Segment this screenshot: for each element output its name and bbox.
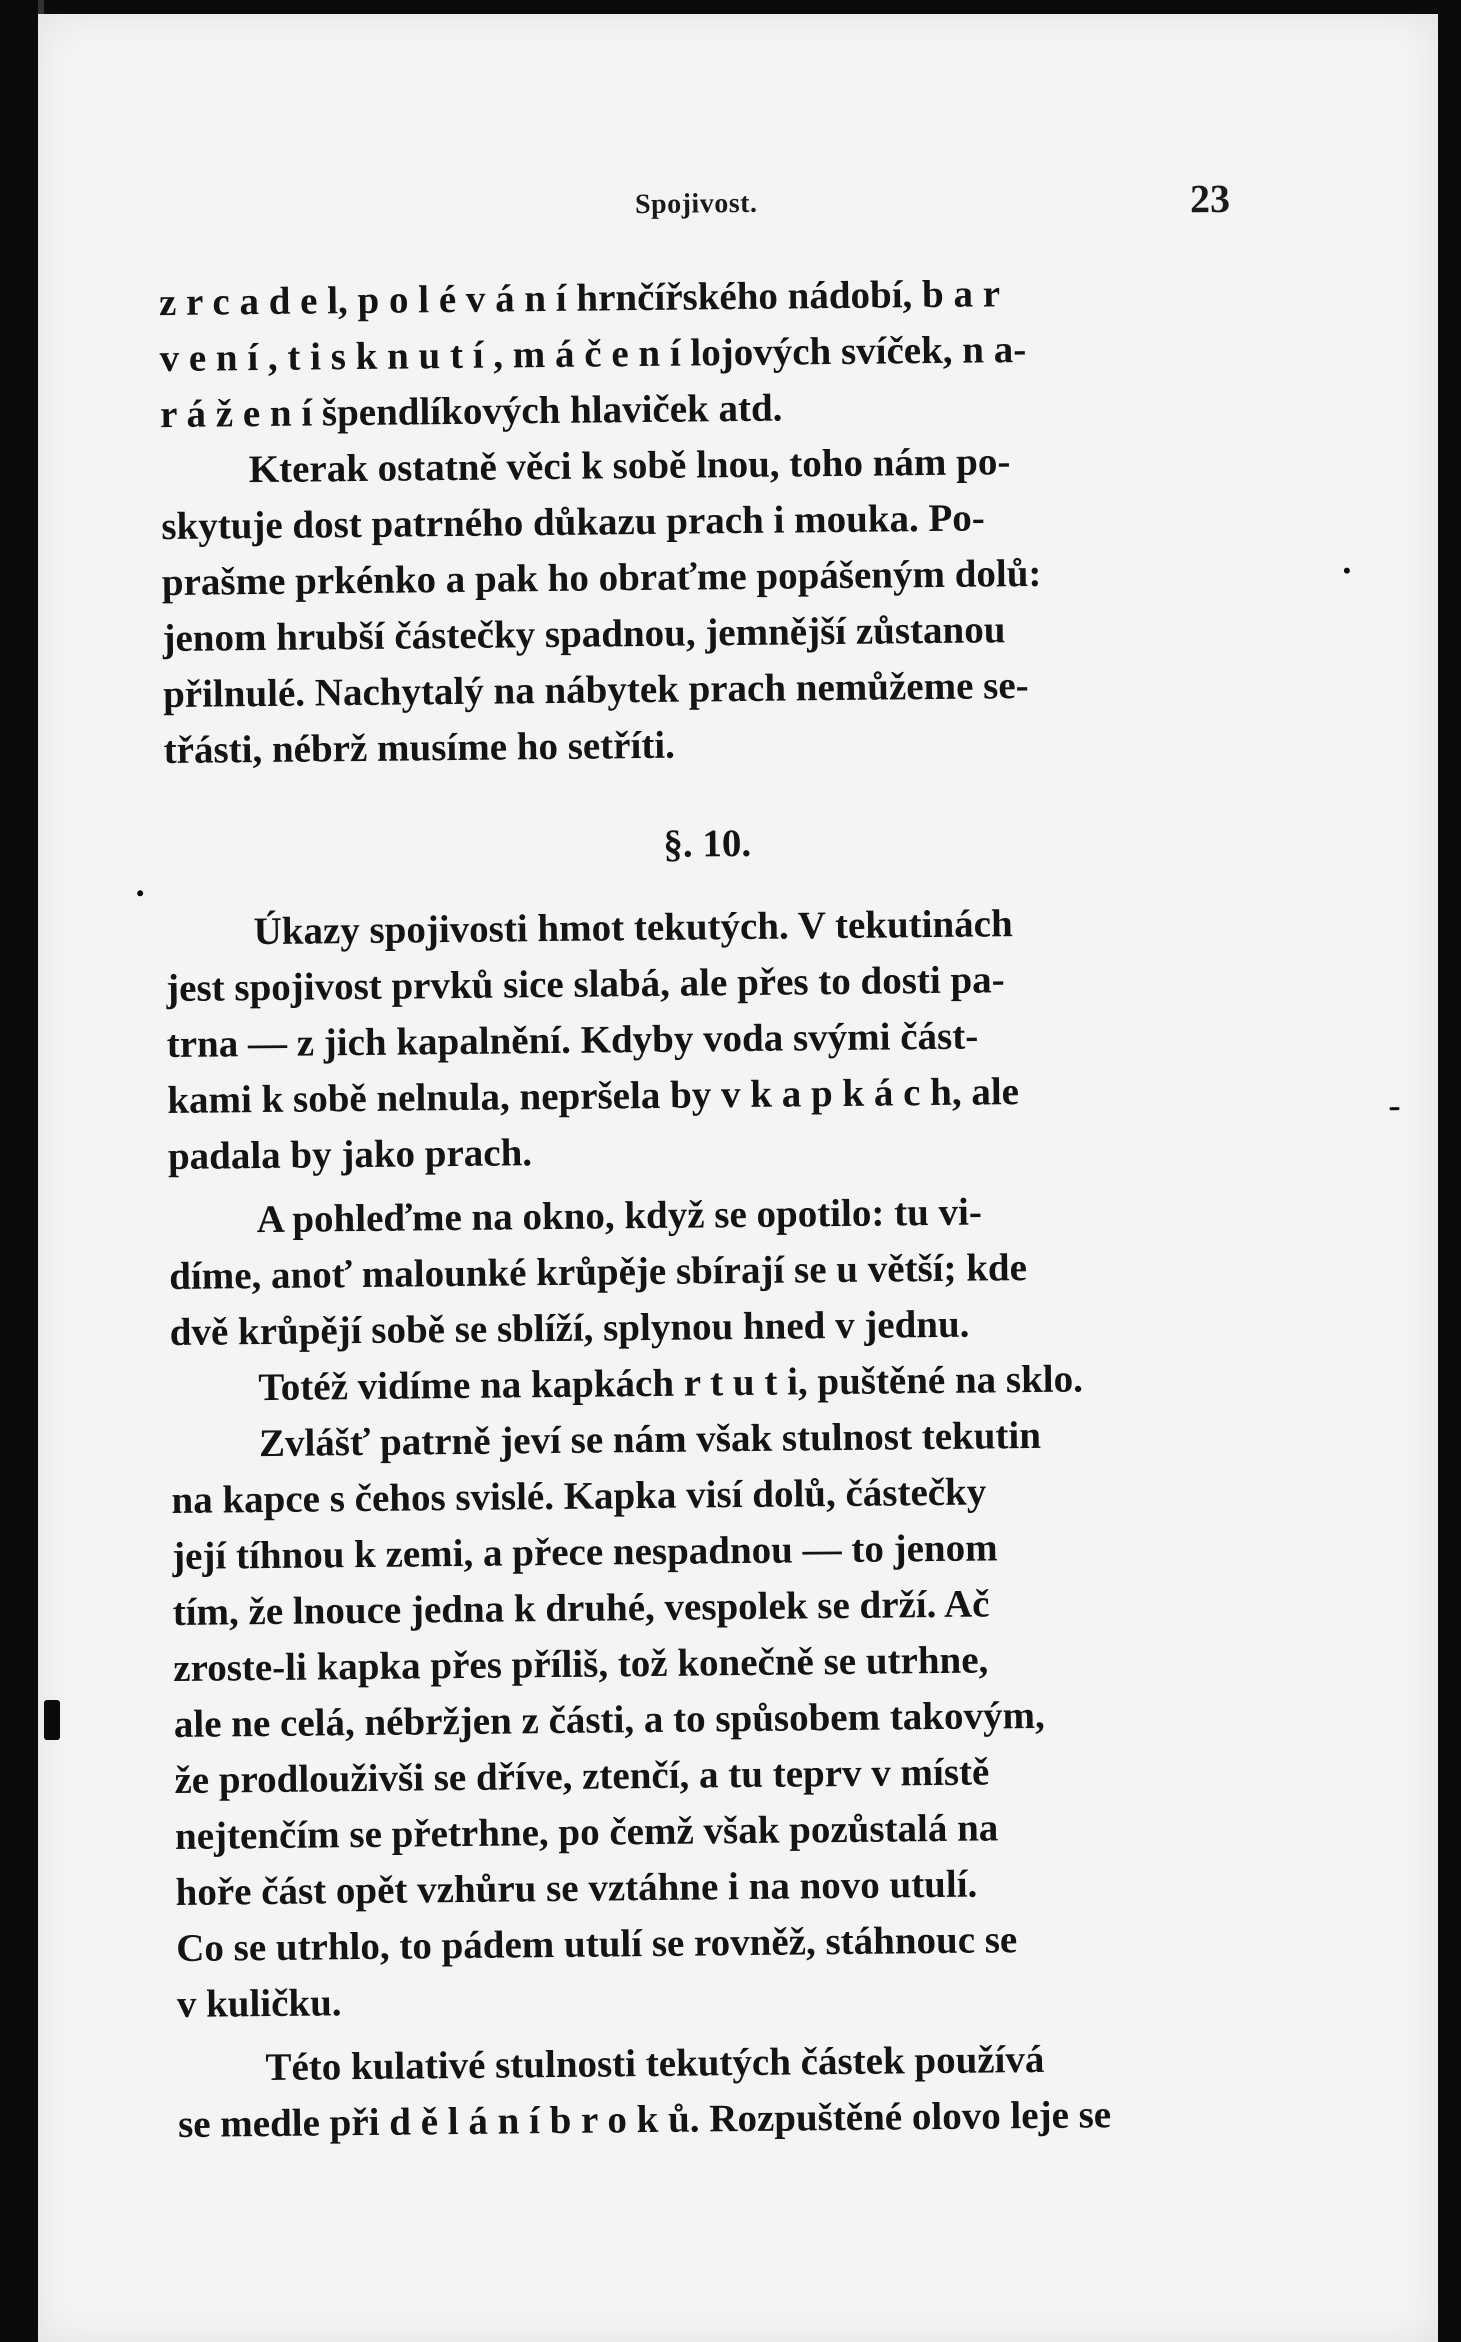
text-line: nejtenčím se přetrhne, po čemž však pozůstalá na [174,1806,999,1858]
section-heading: §. 10. [663,821,752,866]
text-line: z r c a d e l, p o l é v á n í hrnčířského nádobí, b a r [158,272,1001,325]
text-line: prašme prkénko a pak ho obraťme popášeným dolů: [161,551,1042,605]
text-line: ale ne celá, nébržjen z části, a to spůsobem takovým, [173,1693,1045,1746]
page-body [159,264,1264,2153]
text-line: skytuje dost patrného důkazu prach i mouka. Po- [161,496,985,549]
page-header [190,169,1231,240]
text-line: zroste-li kapka přes příliš, tož konečně se utrhne, [173,1638,989,1691]
text-line: r á ž e n í špendlíkových hlaviček atd. [159,386,783,437]
text-line: kami k sobě nelnula, nepršela by v k a p k á c h, ale [167,1070,1020,1123]
text-line: Totéž vidíme na kapkách r t u t i, puštěné na sklo. [258,1357,1084,1410]
text-line: hoře část opět vzhůru se vztáhne i na novo utulí. [175,1862,978,1914]
text-line: padala by jako prach. [167,1131,533,1179]
text-line: přilnulé. Nachytalý na nábytek prach nemůžeme se- [162,663,1029,717]
text-line: se medle při d ě l á n í b r o k ů. Rozpuštěné olovo leje se [177,2093,1112,2146]
text-line: Zvlášť patrně jeví se nám však stulnost tekutin [258,1413,1042,1466]
binding-mark [14,545,26,567]
text-line: A pohleďme na okno, když se opotilo: tu vi- [256,1190,983,1242]
text-line: jest spojivost prvků sice slabá, ale přes to dosti pa- [165,958,1005,1011]
page-content [38,7,1461,2342]
running-head: Spojivost. [634,187,758,221]
binding-mark [44,1700,60,1740]
text-line: tím, že lnouce jedna k druhé, vespolek se drží. Ač [172,1582,990,1635]
text-line: Úkazy spojivosti hmot tekutých. V tekutinách [253,902,1013,954]
ink-mark [1344,568,1350,574]
text-line: její tíhnou k zemi, a přece nespadnou — to jenom [171,1526,998,1579]
text-line: Kterak ostatně věci k sobě lnou, toho nám po- [248,440,1011,492]
text-line: Této kulativé stulnosti tekutých částek používá [265,2037,1045,2090]
text-line: v e n í , t i s k n u t í , m á č e n í lojových svíček, n a- [159,328,1027,381]
binding-mark [12,1110,26,1134]
ink-mark [137,890,143,896]
page-number: 23 [1189,175,1231,222]
text-line: na kapce s čehos svislé. Kapka visí dolů, částečky [171,1470,987,1523]
text-line: trna — z jich kapalnění. Kdyby voda svými část- [166,1014,979,1067]
text-line: že prodlouživši se dříve, ztenčí, a tu teprv v místě [174,1750,990,1802]
text-line: třásti, nébrž musíme ho setříti. [163,723,676,773]
binding-mark [0,125,22,139]
text-line: v kuličku. [176,1981,342,2026]
text-line: díme, anoť malounké krůpěje sbírají se u větší; kde [168,1246,1028,1299]
ink-mark [1389,1107,1399,1110]
text-line: dvě krůpějí sobě se sblíží, splynou hned v jednu. [169,1302,970,1355]
book-page [38,14,1438,2342]
text-line: Co se utrhlo, to pádem utulí se rovněž, stáhnouc se [176,1918,1018,1970]
text-line: jenom hrubší částečky spadnou, jemnější zůstanou [162,608,1006,661]
